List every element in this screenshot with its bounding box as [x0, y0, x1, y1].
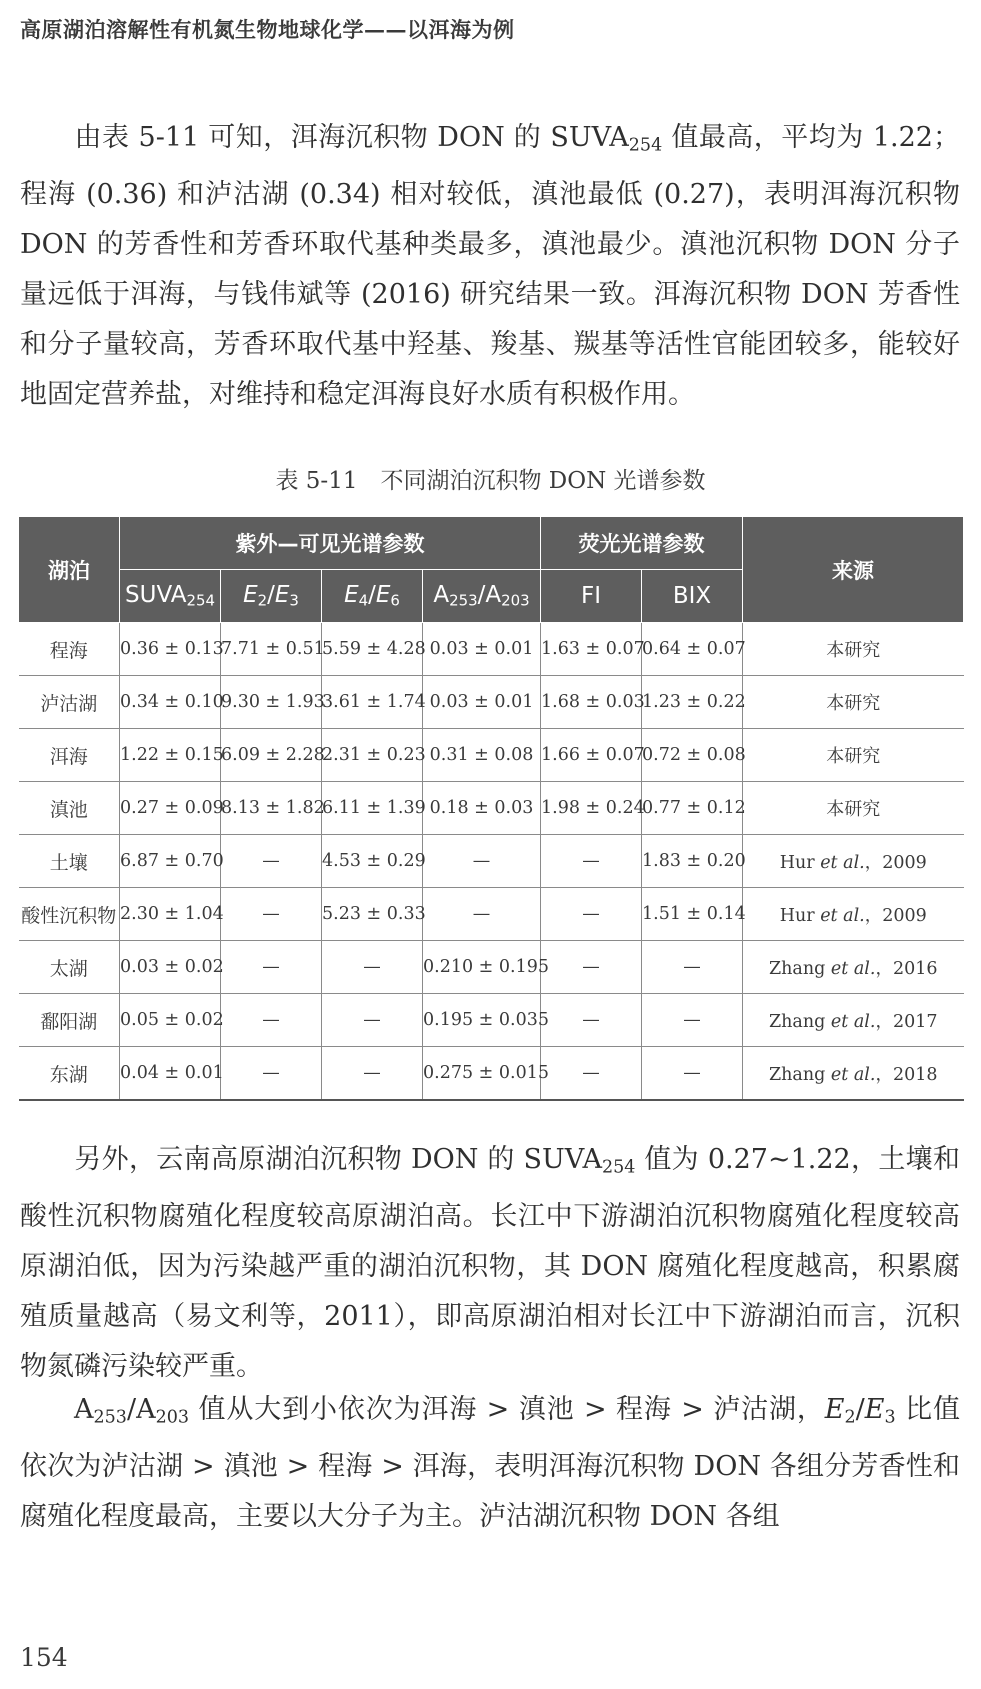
cell-lake: 程海 [19, 623, 120, 676]
cell-e2e3: — [221, 835, 322, 888]
cell-bix: — [642, 1047, 743, 1101]
header-lake: 湖泊 [19, 517, 120, 623]
cell-bix: — [642, 941, 743, 994]
cell-suva: 0.03 ± 0.02 [120, 941, 221, 994]
cell-e4e6: — [322, 941, 423, 994]
cell-source: Zhang et al.，2016 [743, 941, 964, 994]
cell-e4e6: 6.11 ± 1.39 [322, 782, 423, 835]
cell-suva: 0.34 ± 0.10 [120, 676, 221, 729]
cell-a253a203: 0.275 ± 0.015 [423, 1047, 541, 1101]
cell-lake: 太湖 [19, 941, 120, 994]
cell-a253a203: 0.03 ± 0.01 [423, 676, 541, 729]
cell-fi: 1.63 ± 0.07 [541, 623, 642, 676]
cell-fi: — [541, 994, 642, 1047]
paragraph-1-part-b: 值最高，平均为 1.22；程海 (0.36) 和泸沽湖 (0.34) 相对较低，滇池最低 (0.27)，表明洱海沉积物 DON 的芳香性和芳香环取代基种类最多，滇池最少。滇池沉积物 DON 分子量远低于洱海，与钱伟斌等 (2016) 研究结果一致。洱海沉积物 DON 芳香性和分子量较高，芳香环取代基中羟基、羧基、羰基等活性官能团较多，能较好地固定营养盐，对维持和稳定洱海良好水质有积极作用。 [20, 122, 960, 411]
cell-source: Hur et al.，2009 [743, 835, 964, 888]
cell-bix: 1.23 ± 0.22 [642, 676, 743, 729]
cell-lake: 滇池 [19, 782, 120, 835]
table-caption: 表 5-11 不同湖泊沉积物 DON 光谱参数 [275, 468, 706, 494]
cell-suva: 0.04 ± 0.01 [120, 1047, 221, 1101]
paragraph-3-part-b: 值从大到小依次为洱海 > 滇池 > 程海 > 泸沽湖， [189, 1394, 825, 1425]
spectral-parameters-table [18, 516, 964, 1101]
cell-e2e3: — [221, 1047, 322, 1101]
cell-a253a203: 0.195 ± 0.035 [423, 994, 541, 1047]
cell-e2e3: 7.71 ± 0.51 [221, 623, 322, 676]
header-fi: FI [541, 570, 642, 623]
cell-fi: 1.68 ± 0.03 [541, 676, 642, 729]
table-row [19, 676, 964, 729]
cell-lake: 东湖 [19, 1047, 120, 1101]
cell-fi: 1.66 ± 0.07 [541, 729, 642, 782]
cell-fi: — [541, 835, 642, 888]
cell-suva: 0.36 ± 0.13 [120, 623, 221, 676]
paragraph-1 [20, 113, 960, 420]
cell-bix: 0.64 ± 0.07 [642, 623, 743, 676]
cell-e2e3: 6.09 ± 2.28 [221, 729, 322, 782]
cell-source: Hur et al.，2009 [743, 888, 964, 941]
cell-a253a203: 0.31 ± 0.08 [423, 729, 541, 782]
cell-lake: 洱海 [19, 729, 120, 782]
cell-bix: — [642, 994, 743, 1047]
header-e4-e6: $E_4/E_6$ [322, 570, 423, 623]
suva-subscript: 254 [628, 135, 663, 156]
cell-a253a203: 0.03 ± 0.01 [423, 623, 541, 676]
cell-a253a203: 0.18 ± 0.03 [423, 782, 541, 835]
paragraph-2 [20, 1135, 960, 1392]
cell-e4e6: 5.23 ± 0.33 [322, 888, 423, 941]
cell-bix: 0.77 ± 0.12 [642, 782, 743, 835]
cell-e4e6: — [322, 1047, 423, 1101]
table-row [19, 729, 964, 782]
cell-lake: 土壤 [19, 835, 120, 888]
cell-lake: 泸沽湖 [19, 676, 120, 729]
page-number: 154 [20, 1643, 68, 1672]
cell-fi: 1.98 ± 0.24 [541, 782, 642, 835]
table-row [19, 941, 964, 994]
paragraph-3-part-c: 比值依次为泸沽湖 > 滇池 > 程海 > 洱海，表明洱海沉积物 DON 各组分芳香性和腐殖化程度最高，主要以大分子为主。泸沽湖沉积物 DON 各组 [20, 1394, 960, 1533]
cell-source: Zhang et al.，2018 [743, 1047, 964, 1101]
cell-suva: 0.27 ± 0.09 [120, 782, 221, 835]
cell-e4e6: 3.61 ± 1.74 [322, 676, 423, 729]
cell-lake: 酸性沉积物 [19, 888, 120, 941]
table-row [19, 835, 964, 888]
cell-fi: — [541, 1047, 642, 1101]
cell-a253a203: 0.210 ± 0.195 [423, 941, 541, 994]
running-head: 高原湖泊溶解性有机氮生物地球化学——以洱海为例 [20, 17, 515, 42]
cell-e2e3: 8.13 ± 1.82 [221, 782, 322, 835]
cell-suva: 6.87 ± 0.70 [120, 835, 221, 888]
suva-subscript: 254 [601, 1157, 636, 1178]
header-suva: $SUVA_{254}$ [120, 570, 221, 623]
cell-suva: 0.05 ± 0.02 [120, 994, 221, 1047]
table-row [19, 1047, 964, 1101]
header-e2-e3: $E_2/E_3$ [221, 570, 322, 623]
table-row [19, 994, 964, 1047]
table-row [19, 888, 964, 941]
paragraph-2-part-b: 值为 0.27~1.22，土壤和酸性沉积物腐殖化程度较高原湖泊高。长江中下游湖泊沉积物腐殖化程度较高原湖泊低，因为污染越严重的湖泊沉积物，其 DON 腐殖化程度越高，积累腐殖质量越高（易文利等，2011），即高原湖泊相对长江中下游湖泊而言，沉积物氮磷污染较严重。 [20, 1144, 960, 1383]
cell-e2e3: — [221, 994, 322, 1047]
table-row [19, 623, 964, 676]
cell-source: 本研究 [743, 729, 964, 782]
cell-source: 本研究 [743, 782, 964, 835]
cell-a253a203: — [423, 835, 541, 888]
header-bix: BIX [642, 570, 743, 623]
cell-e4e6: 2.31 ± 0.23 [322, 729, 423, 782]
paragraph-1-part-a: 由表 5-11 可知，洱海沉积物 DON 的 SUVA [74, 122, 629, 153]
cell-fi: — [541, 888, 642, 941]
cell-lake: 鄱阳湖 [19, 994, 120, 1047]
header-uv-group: 紫外—可见光谱参数 [120, 517, 541, 570]
cell-bix: 1.51 ± 0.14 [642, 888, 743, 941]
cell-e2e3: — [221, 888, 322, 941]
cell-e2e3: — [221, 941, 322, 994]
table-row [19, 782, 964, 835]
header-source: 来源 [743, 517, 964, 623]
paragraph-2-part-a: 另外，云南高原湖泊沉积物 DON 的 SUVA [74, 1144, 602, 1175]
paragraph-3: $A_{253}/A_{203}$ 值从大到小依次为洱海 > 滇池 > 程海 > 泸沽湖，$E_2/E_3$ 比值依次为泸沽湖 > 滇池 > 程海 > 洱海，表明洱海沉积物 DON 各组分芳香性和腐殖化程度最高，主要以大分子为主。泸沽湖沉积物 DON 各组 [20, 1394, 960, 1533]
cell-source: Zhang et al.，2017 [743, 994, 964, 1047]
cell-e4e6: 5.59 ± 4.28 [322, 623, 423, 676]
header-fl-group: 荧光光谱参数 [541, 517, 743, 570]
cell-a253a203: — [423, 888, 541, 941]
cell-suva: 2.30 ± 1.04 [120, 888, 221, 941]
cell-bix: 0.72 ± 0.08 [642, 729, 743, 782]
cell-source: 本研究 [743, 623, 964, 676]
cell-suva: 1.22 ± 0.15 [120, 729, 221, 782]
cell-source: 本研究 [743, 676, 964, 729]
cell-e4e6: — [322, 994, 423, 1047]
cell-e2e3: 9.30 ± 1.93 [221, 676, 322, 729]
cell-fi: — [541, 941, 642, 994]
cell-bix: 1.83 ± 0.20 [642, 835, 743, 888]
cell-e4e6: 4.53 ± 0.29 [322, 835, 423, 888]
header-a253-a203: $A_{253}/A_{203}$ [423, 570, 541, 623]
